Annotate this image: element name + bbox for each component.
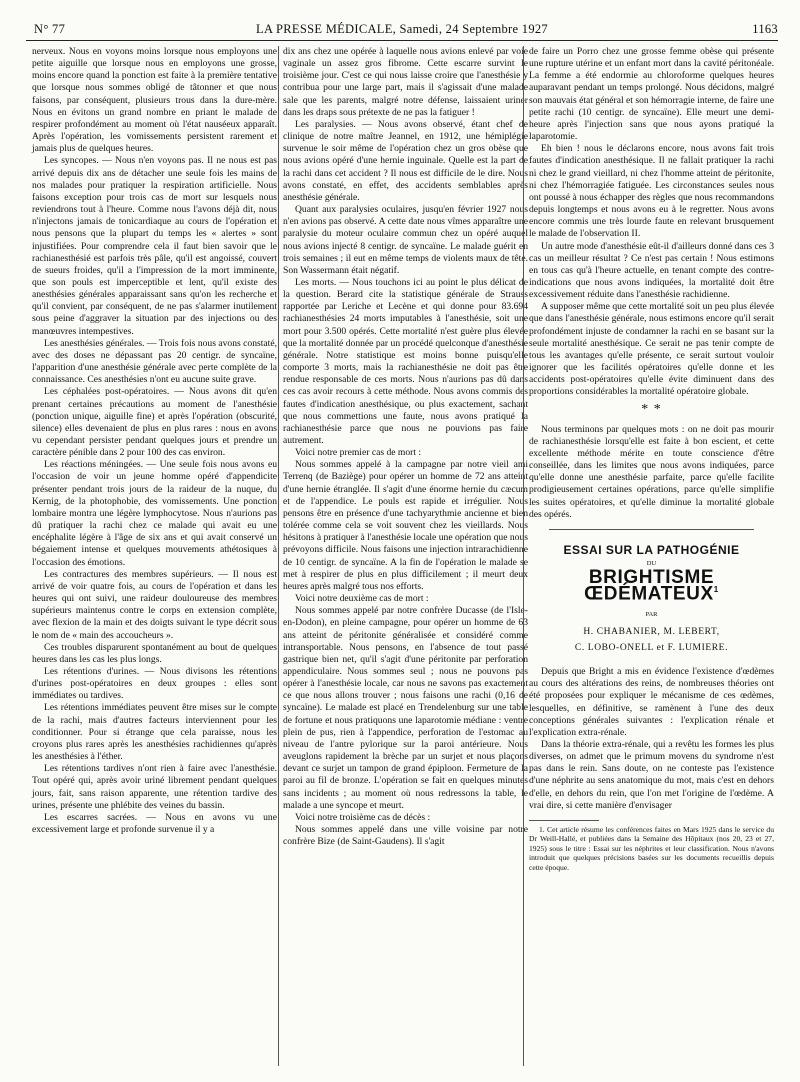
article-par: PAR <box>645 610 658 618</box>
paragraph: Nous sommes appelé dans une ville voisine par notre confrère Bize (de Saint-Gaudens). Il s'agit <box>283 824 528 848</box>
paragraph: Les contractures des membres supérieurs. — Il nous est arrivé de voir quatre fois, au cours de l'opération et dans les heures qui ont suivi, une raideur douloureuse des membres supérieurs maintenus contre le corps en extension complète, avec flexion de la main et des doigts suivant le type décrit sous le nom de « main des accoucheurs ». <box>32 568 277 641</box>
paragraph: de faire un Porro chez une grosse femme obèse qui présente une rupture utérine et un enfant mort dans la cavité péritonéale. La femme a été endormie au chloroforme quelques heures auparavant pendant un temps prolongé. Nous décidons, malgré son mauvais état général et son hémorragie interne, de faire une petite rachi (10 centigr. de syncaïne). Elle meurt une demi-heure après l'injection sans que nous ayons pratiqué la laparotomie. <box>529 46 774 143</box>
paragraph: Les anesthésies générales. — Trois fois nous avons constaté, avec des doses ne dépassant pas 20 centigr. de syncaïne, l'apparition d'une anesthésie générale avec perte complète de la connaissance. Ces anesthésies n'ont eu aucune suite grave. <box>32 337 277 386</box>
paragraph: A supposer même que cette mortalité soit un peu plus élevée que dans l'anesthésie générale, nous estimons encore qu'il serait profondément injuste de condamner la rachi en se basant sur la seule mortalité anesthésique. Ce serait ne pas tenir compte de tous les avantages qu'elle présente, ce serait surtout vouloir ignorer que les facilités opératoires qu'elle donne et les accidents post-opératoires qu'elle évite diminuent dans des proportions considérables la mortalité opératoire globale. <box>529 301 774 398</box>
paragraph: Eh bien ! nous le déclarons encore, nous avons fait trois fautes d'indication anesthésique. Il ne fallait pratiquer la rachi ni chez le grand vieillard, ni chez l'homme atteint de péritonite, ni chez l'hémorragiée fatiguée. Les circonstances seules nous ont poussé à nous échapper des règles que nous recommandons depuis longtemps et nous avons eu à le regretter. Nous avons encore commis une très lourde faute en relevant brusquement le malade de l'observation II. <box>529 143 774 240</box>
paragraph: Ces troubles disparurent spontanément au bout de quelques heures dans les cas les plus longs. <box>32 641 277 665</box>
paragraph: Les rétentions tardives n'ont rien à faire avec l'anesthésie. Tout opéré qui, après avoir uriné librement pendant quelques jours, fait, sans raison apparente, une rétention tardive des urines, présente une phlébite des veines du bassin. <box>32 763 277 811</box>
article-authors-line1: H. CHABANIER, M. LEBERT, <box>583 627 720 638</box>
paragraph: Nous sommes appelé par notre confrère Ducasse (de l'Isle-en-Dodon), en pleine campagne, pour opérer un homme de 63 ans atteint de péritonite généralisée et considéré comme intransportable. Nous pensons, en l'absence de tout passé gastrique bien net, qu'il s'agit d'une péritonite par perforation appendiculaire. Nous sommes seul ; nous ne pouvons pas opérer à l'anesthésie locale, car nous ne savons pas exactement ce que nous allons trouver ; nous faisons une rachi (0,16 de syncaïne). Le malade est placé en Trendelenburg sur une table de fortune et nous pratiquons une laparotomie médiane : ventre plein de pus, rien à l'appendice, perforation de l'estomac au niveau de l'antre pylorique sur la paroi antérieure. Nous aveuglons rapidement la brèche par un surjet et nous plaçons devant ce surjet un tampon de grand épiploon. Fermeture de la paroi au fil de bronze. L'opération se fait en quelques minutes sans incidents ; au moment où nous redressons la table, le malade a une syncope et meurt. <box>283 605 528 811</box>
article-title-du: DU <box>646 560 657 568</box>
journal-title: LA PRESSE MÉDICALE, Samedi, 24 Septembre 1927 <box>256 22 548 36</box>
column-right <box>529 46 774 872</box>
paragraph: Voici notre deuxième cas de mort : <box>295 593 429 605</box>
paragraph: Un autre mode d'anesthésie eût-il d'ailleurs donné dans ces 3 cas un meilleur résultat ? Ce n'est pas certain ! Nous estimons en tous cas qu'à l'heure actuelle, en tenant compte des contre-indications que nous avons indiquées, la mortalité doit être excessivement réduite dans l'anesthésie rachidienne. <box>529 240 774 301</box>
paragraph: Les morts. — Nous touchons ici au point le plus délicat de la question. Berard cite la statistique générale de Strauss rapportée par Leriche et Lecène et qui donne pour 83.694 rachianesthésies 24 morts imputables à l'anesthésie, soit une mort pour 3.500 opérés. Cette mortalité n'est guère plus élevée que la mortalité donnée par un procédé quelconque d'anesthésie générale. Notre statistique est moins bonne puisqu'elle comporte 3 morts, mais la rachianesthésie ne doit pas être rendue responsable de ces morts. Nous n'aurions pas dû dans ces cas avoir recours à cette méthode. Nous avons commis des fautes d'indication anesthésique, ou plus exactement, sachant que nous commettions une faute, nous avons pratiqué la rachianesthésie parce que nous ne pouvions pas faire autrement. <box>283 276 528 446</box>
paragraph: Voici notre troisième cas de décès : <box>295 811 431 823</box>
article-paragraph: Dans la théorie extra-rénale, qui a revêtu les formes les plus diverses, on admet que le primum movens du syndrome n'est pas dans le rein. Sans doute, on ne conteste pas l'existence d'une néphrite au sens anatomique du mot, mais c'est en dehors d'elle, en dehors du rein, que l'on met l'origine de l'œdème. A vrai dire, si cette manière d'envisager <box>529 738 774 811</box>
article-paragraph: Depuis que Bright a mis en évidence l'existence d'œdèmes au cours des altérations des reins, de nombreuses théories ont été proposées pour expliquer le mécanisme de ces œdèmes, lesquelles, en définitive, se ramènent à l'une des deux conceptions générales suivantes : l'explication rénale et l'explication extra-rénale. <box>529 666 774 738</box>
section-stars: * * <box>641 401 662 417</box>
paragraph: Quant aux paralysies oculaires, jusqu'en février 1927 nous n'en avions pas observé. A cette date nous vîmes apparaître une paralysie du moteur oculaire commun chez un opéré auquel nous avions injecté 8 centigr. de syncaïne. Le malade guérit en trois semaines ; il eut en même temps de violents maux de tête. Son Wassermann était négatif. <box>283 204 528 276</box>
paragraph: dix ans chez une opérée à laquelle nous avions enlevé par voie vaginale un assez gros fibrome. Cette escarre survint le troisième jour. C'est ce qui nous laisse croire que l'anesthésie y contribua pour une large part, mais il s'agissait d'une malade sale que les parents, malgré notre défense, laissaient uriner dans les draps sous prétexte de ne pas la fatiguer ! <box>283 46 528 118</box>
paragraph: nerveux. Nous en voyons moins lorsque nous employons une petite aiguille que lorsque nous en employons une grosse, moins encore quand la ponction est faite à la première tentative que lorsque nous sommes obligé de tâtonner et que nous faisons, par conséquent, plusieurs trous dans la dure-mère. Nous en évitons un grand nombre en priant le malade de respirer profondément au moment où l'état nauséeux apparaît. Après l'opération, les vomissements persistent rarement et jamais plus de quelques heures. <box>32 46 277 155</box>
article-title-line1: ESSAI SUR LA PATHOGÉNIE <box>563 542 740 557</box>
footnote-marker: 1 <box>713 585 719 595</box>
column-left <box>32 46 277 836</box>
column-divider <box>278 46 279 1066</box>
paragraph: Les céphalées post-opératoires. — Nous avons dit qu'en prenant certaines précautions au moment de l'anesthésie (ponction unique, aiguille fine) et après l'opération (obscurité, silence) elles devenaient de plus en plus rares : nous en avons vu cependant persister pendant quelques jours et prendre un caractère pénible dans 2 pour 100 des cas environ. <box>32 386 277 459</box>
paragraph: Les réactions méningées. — Une seule fois nous avons eu l'occasion de voir un jeune homme opéré d'appendicite présenter pendant trois jours de la raideur de la nuque, du Kernig, de la photophobie, des vomissements. Une ponction lombaire montra une légère lymphocytose. Nous n'aurions pas dû pratiquer la rachi chez ce malade qui avait eu une encéphalite légère à l'âge de six ans et qui avait conservé un bégaiement intense et quelques mouvements athétosiques à l'occasion des émotions. <box>32 459 277 568</box>
footnote: 1. Cet article résume les conférences faites en Mars 1925 dans le service du Dr Weill-Hallé, et publiées dans la Semaine des Hôpitaux (nos 20, 23 et 27, 1925) sous le titre : Essai sur les néphrites et leur classification. Nous n'avons introduit que quelques précisions basées sur les documents recueillis depuis cette époque. <box>529 824 774 872</box>
paragraph: Les paralysies. — Nous avons observé, étant chef de clinique de notre maître Jeannel, en 1912, une hémiplégie survenue le soir même de l'opération chez un gros obèse que nous avions opéré d'une hernie inguinale. Quelle est la part de la rachi dans cet accident ? Il nous est difficile de le dire. Nous avons constaté, en effet, des accidents semblables après anesthésie générale. <box>283 118 528 203</box>
column-divider <box>523 46 524 1066</box>
article-title-main: BRIGHTISME ŒDÉMATEUX$^1$ <box>584 567 719 605</box>
page-number: 1163 <box>752 22 778 36</box>
article-separator <box>549 529 754 530</box>
paragraph: Les rétentions immédiates peuvent être mises sur le compte de la rachi, mais d'autres facteurs interviennent pour les conditionner. Pour si étrange que cela paraisse, nous les croyons plus rares après les anesthésies rachidiennes qu'après les anesthésies à l'éther. <box>32 702 277 763</box>
header-rule <box>26 40 778 41</box>
conclusion-paragraph: Nous terminons par quelques mots : on ne doit pas mourir de rachianesthésie lorsqu'elle est faite à bon escient, et cette excellente méthode mérite en toute conscience d'être conseillée, dans les limites que nous avons indiquées, parce qu'elle donne une anesthésie parfaite, parce qu'elle facilite prodigieusement certaines opérations, parce qu'elle simplifie les suites opératoires, et qu'elle diminue la mortalité globale des opérés. <box>529 423 774 520</box>
article-authors-line2: C. LOBO-ONELL et F. LUMIERE. <box>574 643 729 654</box>
paragraph: Les syncopes. — Nous n'en voyons pas. Il ne nous est pas arrivé depuis dix ans de détacher une seule fois les mains de nos malades pour pratiquer la respiration artificielle. Nous faisons exception pour trois cas de mort sur lesquels nous reviendrons tout à l'heure. Comme nous l'avons déjà dit, nous n'injectons jamais de tonicardiaque au cours de l'opération et nous pensons que la plupart du temps les « alertes » sont injustifiées. Pour comprendre cela il faut bien savoir que le rachianesthésié est parfois très pâle, qu'il est angoissé, couvert de sueurs froides, qu'il a l'impression de la mort imminente, que son pouls est imperceptible et lent, qu'il existe des anesthésies générales apparaissant sans qu'on les recherche et qu'il convient, par conséquent, de ne pas s'alarmer inutilement sous peine d'aggraver la situation par des injections ou des manœuvres intempestives. <box>32 155 277 337</box>
issue-number: N° 77 <box>34 22 66 36</box>
paragraph: Les escarres sacrées. — Nous en avons vu une excessivement large et profonde survenue il y a <box>32 811 277 835</box>
paragraph: Les rétentions d'urines. — Nous divisons les rétentions d'urines post-opératoires en deux groupes : elles sont immédiates ou tardives. <box>32 665 277 702</box>
column-middle <box>283 46 528 848</box>
footnote-rule <box>529 820 599 821</box>
running-header <box>26 22 778 40</box>
paragraph: Nous sommes appelé à la campagne par notre vieil ami Terrenq (de Baziège) pour opérer un homme de 72 ans atteint d'une hernie étranglée. Il s'agit d'une énorme hernie du cæcum et de l'appendice. Le pouls est rapide et irrégulier. Nous pensons être en présence d'une tachyarythmie ancienne et bien tolérée comme cela se voit souvent chez les vieillards. Nous hésitons à pratiquer à l'anesthésie locale une opération que nous prévoyons difficile. Nous faisons une injection intrarachidienne de 10 centigr. de syncaïne. A la fin de l'opération le malade se met à respirer de plus en plus difficilement ; il meurt deux heures après malgré tous nos efforts. <box>283 459 528 592</box>
paragraph: Voici notre premier cas de mort : <box>295 447 422 459</box>
